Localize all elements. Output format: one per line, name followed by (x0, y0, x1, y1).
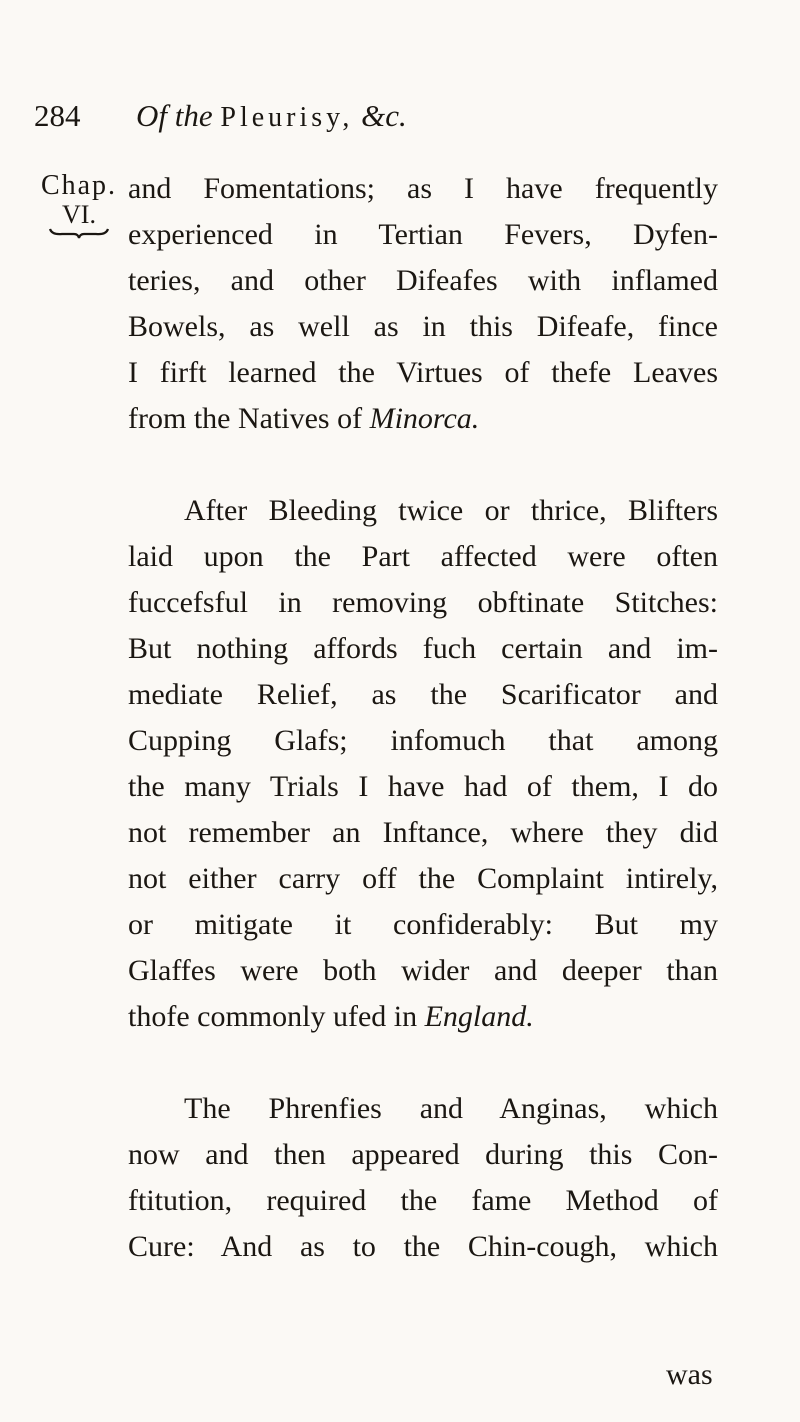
text-line (128, 396, 718, 442)
running-title-main: Pleurisy, (220, 102, 354, 133)
text-line (128, 902, 718, 948)
text-line-content: laid upon the Part affected were often (128, 540, 718, 573)
text-line-content: not either carry off the Complaint intirely, (128, 862, 718, 895)
chapter-margin-note (34, 170, 124, 240)
text-line (128, 948, 718, 994)
running-title (136, 98, 407, 134)
text-line-content: Bowels, as well as in this Difeafe, fince (128, 310, 718, 343)
text-line-content: Cure: And as to the Chin-cough, which (128, 1230, 718, 1263)
text-line-content: from the Natives of (128, 402, 370, 435)
text-line (128, 1086, 718, 1132)
text-line (128, 166, 718, 212)
text-line (128, 994, 718, 1040)
paragraph (128, 488, 718, 1040)
text-line-content: and Fomentations; as I have frequently (128, 172, 718, 205)
text-line-content: the many Trials I have had of them, I do (128, 770, 718, 803)
text-line (128, 534, 718, 580)
running-title-prefix: Of the (136, 98, 213, 133)
italic-place-name: England. (424, 1000, 534, 1033)
text-line-content: mediate Relief, as the Scarificator and (128, 678, 718, 711)
text-line-content: But nothing affords fuch certain and im- (128, 632, 718, 665)
text-line-content: or mitigate it confiderably: But my (128, 908, 718, 941)
paragraph-gap (128, 442, 718, 488)
text-line (128, 1224, 718, 1270)
text-line-content: teries, and other Difeafes with inflamed (128, 264, 718, 297)
text-line (128, 350, 718, 396)
text-line (128, 764, 718, 810)
text-line (128, 212, 718, 258)
text-line-content: experienced in Tertian Fevers, Dyfen- (128, 218, 718, 251)
text-line-content: fuccefsful in removing obftinate Stitches: (128, 586, 718, 619)
italic-place-name: Minorca. (369, 402, 480, 435)
page-number: 284 (34, 98, 81, 133)
text-line (128, 488, 718, 534)
body-text (128, 166, 718, 1270)
text-line (128, 718, 718, 764)
paragraph-gap (128, 1040, 718, 1086)
text-line (128, 810, 718, 856)
text-line-content: ftitution, required the fame Method of (128, 1184, 718, 1217)
paragraph (128, 1086, 718, 1270)
text-line-content: now and then appeared during this Con- (128, 1138, 718, 1171)
text-line-content: not remember an Inftance, where they did (128, 816, 718, 849)
text-line (128, 672, 718, 718)
text-line-content: Glaffes were both wider and deeper than (128, 954, 718, 987)
text-line (128, 1132, 718, 1178)
text-line (128, 1178, 718, 1224)
running-header (34, 98, 754, 148)
text-line-content: Cupping Glafs; infomuch that among (128, 724, 718, 757)
text-line (128, 304, 718, 350)
text-line (128, 258, 718, 304)
text-line (128, 856, 718, 902)
paragraph (128, 166, 718, 442)
text-line-content: I firft learned the Virtues of thefe Leaves (128, 356, 718, 389)
text-line-content: The Phrenfies and Anginas, which (184, 1092, 718, 1125)
text-line-content: After Bleeding twice or thrice, Blifters (184, 494, 718, 527)
chapter-number: VI. (62, 200, 96, 229)
catchword: was (666, 1358, 713, 1391)
text-line (128, 626, 718, 672)
text-line (128, 580, 718, 626)
text-line-content: thofe commonly ufed in (128, 1000, 425, 1033)
chapter-label: Chap. (40, 170, 118, 201)
running-title-suffix: &c. (361, 98, 407, 133)
